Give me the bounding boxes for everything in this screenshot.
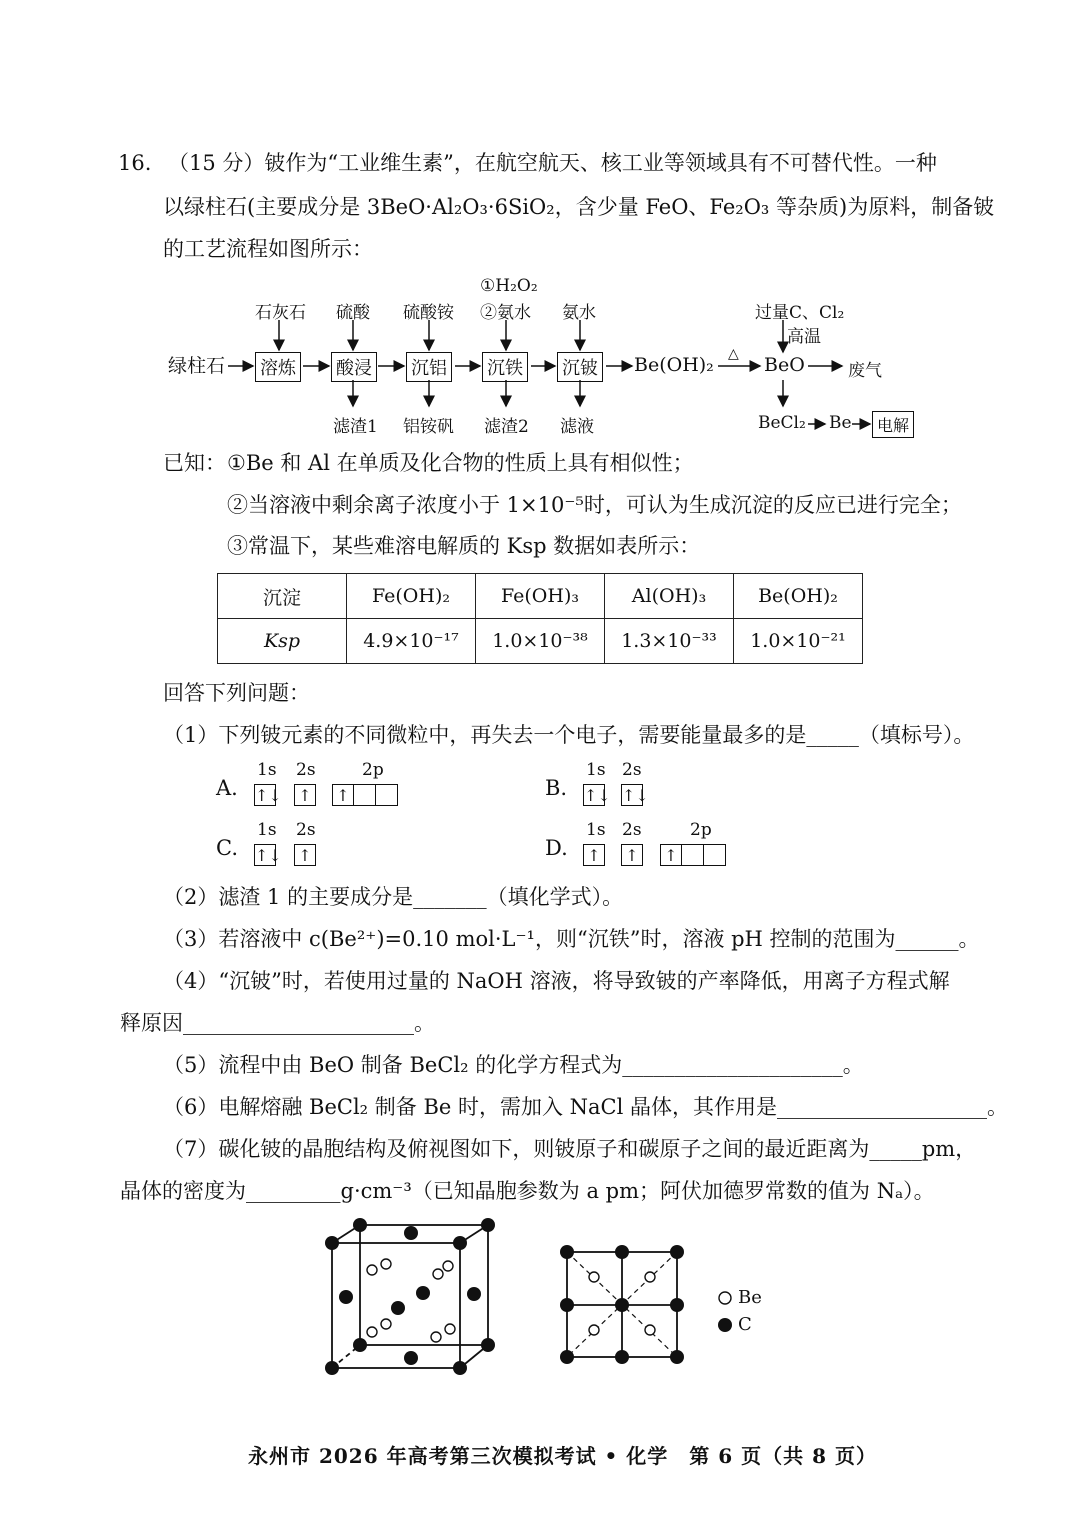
ksp-value-cell: 1.0×10⁻²¹ (734, 619, 863, 664)
reagent-ammonia: 氨水 (562, 303, 596, 323)
product-becl2: BeCl₂ (758, 413, 806, 433)
question-number: 16. (118, 151, 152, 175)
orbital-label: 2s (296, 820, 316, 840)
orbital-2s (621, 784, 649, 806)
byproduct-residue-2: 滤渣2 (484, 417, 529, 437)
intro-line-2: 以绿柱石(主要成分是 3BeO·Al₂O₃·6SiO₂，含少量 FeO、Fe₂O₃ 等杂质)为原料，制备铍 (163, 195, 995, 219)
orbital-2s (621, 844, 643, 866)
reagent-ammonia-2: ②氨水 (480, 303, 531, 323)
ksp-value-cell: 4.9×10⁻¹⁷ (347, 619, 476, 664)
orbital-cell: ↑↓ (622, 786, 649, 805)
crystal-figure (0, 1200, 1080, 1400)
ksp-header-cell: Al(OH)₃ (605, 574, 734, 619)
ksp-table (217, 573, 863, 664)
orbital-cell: ↑ (621, 844, 643, 866)
q4-line-1: （4）“沉铍”时，若使用过量的 NaOH 溶液，将导致铍的产率降低，用离子方程式解 (163, 969, 950, 993)
ksp-header-cell: Fe(OH)₂ (347, 574, 476, 619)
q7-line-1: （7）碳化铍的晶胞结构及俯视图如下，则铍原子和碳原子之间的最近距离为_____pm， (163, 1137, 977, 1161)
ksp-value-cell: Ksp (218, 619, 347, 664)
option-label: C. (216, 836, 238, 860)
q6-text: （6）电解熔融 BeCl₂ 制备 Be 时，需加入 NaCl 晶体，其作用是____________________。 (163, 1095, 1009, 1119)
option-label: A. (216, 776, 238, 800)
carbon-atoms-3d (325, 1218, 495, 1375)
known-label: 已知： (163, 451, 226, 475)
reagent-sulfuric-acid: 硫酸 (336, 303, 370, 323)
ksp-header-row (218, 574, 863, 619)
ksp-header-cell: 沉淀 (218, 574, 347, 619)
product-beo: BeO (764, 354, 805, 376)
orbital-cell: ↑ (660, 844, 682, 866)
flow-step-acid-leach: 酸浸 (331, 352, 377, 382)
known-item-2: ②当溶液中剩余离子浓度小于 1×10⁻⁵时，可认为生成沉淀的反应已进行完全； (227, 493, 962, 517)
q3-text: （3）若溶液中 c(Be²⁺)=0.10 mol·L⁻¹，则“沉铁”时，溶液 pH 控制的范围为______。 (163, 927, 980, 951)
orbital-cell: ↑↓ (255, 846, 282, 865)
flow-step-smelting: 溶炼 (255, 352, 301, 382)
waste-gas: 废气 (848, 361, 882, 381)
orbital-1s (254, 844, 282, 866)
orbital-1s (254, 784, 282, 806)
orbital-cell (704, 844, 726, 866)
flow-step-al-precip: 沉铝 (406, 352, 452, 382)
orbital-1s (583, 784, 611, 806)
intro-line-3: 的工艺流程如图所示： (163, 237, 373, 261)
byproduct-ammonium-alum: 铝铵矾 (403, 417, 454, 437)
intro-line-1: （15 分）铍作为“工业维生素”，在航空航天、核工业等领域具有不可替代性。一种 (168, 151, 937, 175)
q1-text: （1）下列铍元素的不同微粒中，再失去一个电子，需要能量最多的是_____（填标号）。 (163, 723, 975, 747)
ksp-value-row (218, 619, 863, 664)
reagent-ammonium-sulfate: 硫酸铵 (403, 303, 454, 323)
orbital-cell: ↑ (332, 784, 354, 806)
orbital-label: 1s (586, 820, 606, 840)
flow-start: 绿柱石 (168, 355, 226, 377)
flow-arrows (0, 0, 1080, 460)
q2-text: （2）滤渣 1 的主要成分是_______（填化学式）。 (163, 885, 624, 909)
ksp-header-cell: Be(OH)₂ (734, 574, 863, 619)
ksp-value-cell: 1.3×10⁻³³ (605, 619, 734, 664)
chlorination-condition: 高温 (787, 327, 821, 347)
answer-prompt: 回答下列问题： (163, 681, 310, 705)
byproduct-residue-1: 滤渣1 (333, 417, 378, 437)
legend-be-marker (719, 1292, 731, 1304)
flow-step-electrolysis: 电解 (872, 411, 914, 438)
ksp-value-cell: 1.0×10⁻³⁸ (476, 619, 605, 664)
flow-step-be-precip: 沉铍 (557, 352, 603, 382)
orbital-cell: ↑↓ (255, 786, 282, 805)
option-label: B. (545, 776, 568, 800)
orbital-2p (332, 784, 398, 806)
known-item-1: ①Be 和 Al 在单质及化合物的性质上具有相似性； (227, 451, 694, 475)
ksp-header-cell: Fe(OH)₃ (476, 574, 605, 619)
orbital-cell (682, 844, 704, 866)
orbital-2p (660, 844, 726, 866)
reagent-h2o2: ①H₂O₂ (480, 276, 538, 296)
page-footer: 永州市 2026 年高考第三次模拟考试 • 化学 第 6 页（共 8 页） (248, 1444, 877, 1468)
orbital-cell: ↑ (583, 844, 605, 866)
legend-c-label: C (738, 1314, 752, 1335)
orbital-label: 2p (690, 820, 712, 840)
orbital-label: 2s (296, 760, 316, 780)
heat-symbol: △ (728, 346, 739, 362)
orbital-cell (354, 784, 376, 806)
orbital-label: 1s (257, 760, 277, 780)
byproduct-filtrate: 滤液 (560, 417, 594, 437)
orbital-1s (583, 844, 605, 866)
reagent-limestone: 石灰石 (255, 303, 306, 323)
orbital-label: 2s (622, 820, 642, 840)
q4-line-2: 释原因______________________。 (120, 1011, 435, 1035)
orbital-2s (294, 844, 316, 866)
legend-c-marker (718, 1318, 732, 1332)
orbital-cell (376, 784, 398, 806)
beryllium-atoms-3d (367, 1259, 455, 1342)
orbital-label: 2p (362, 760, 384, 780)
q7-line-2: 晶体的密度为_________g·cm⁻³（已知晶胞参数为 a pm；阿伏加德罗常数的值为 Nₐ）。 (120, 1179, 935, 1203)
orbital-label: 2s (622, 760, 642, 780)
product-beoh2: Be(OH)₂ (634, 354, 714, 376)
orbital-cell: ↑↓ (584, 786, 611, 805)
orbital-cell: ↑ (294, 844, 316, 866)
known-item-3: ③常温下，某些难溶电解质的 Ksp 数据如表所示： (227, 534, 701, 558)
orbital-label: 1s (586, 760, 606, 780)
q5-text: （5）流程中由 BeO 制备 BeCl₂ 的化学方程式为_____________________。 (163, 1053, 864, 1077)
orbital-label: 1s (257, 820, 277, 840)
product-be: Be (829, 413, 852, 433)
orbital-cell: ↑ (294, 784, 316, 806)
legend-be-label: Be (738, 1287, 762, 1308)
chlorination-reagent: 过量C、Cl₂ (755, 303, 845, 323)
flow-step-fe-precip: 沉铁 (482, 352, 528, 382)
orbital-2s (294, 784, 316, 806)
option-label: D. (545, 836, 568, 860)
